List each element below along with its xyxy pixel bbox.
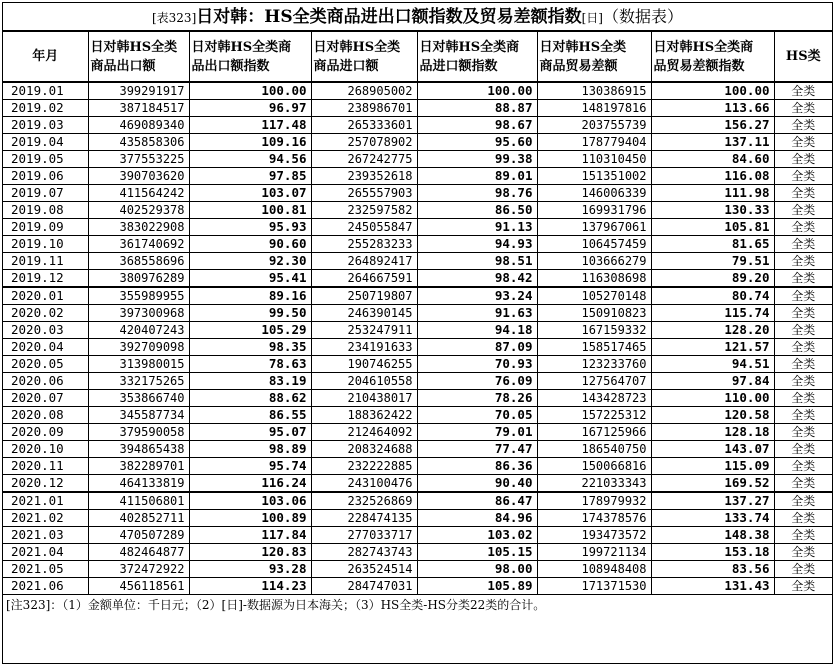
cell-trade-balance: 103666279 [537, 253, 651, 270]
cell-hs-class: 全类 [774, 100, 832, 117]
cell-import-index: 90.40 [417, 475, 537, 493]
cell-export-index: 90.60 [189, 236, 311, 253]
cell-import-index: 103.02 [417, 527, 537, 544]
cell-export-amount: 456118561 [88, 578, 189, 595]
table-row [3, 339, 832, 356]
cell-import-index: 86.36 [417, 458, 537, 475]
cell-import-index: 79.01 [417, 424, 537, 441]
table-row [3, 424, 832, 441]
cell-balance-index: 128.18 [651, 424, 774, 441]
cell-import-index: 87.09 [417, 339, 537, 356]
cell-import-amount: 212464092 [311, 424, 417, 441]
cell-balance-index: 94.51 [651, 356, 774, 373]
cell-import-index: 98.00 [417, 561, 537, 578]
cell-month: 2019.05 [3, 151, 88, 168]
cell-trade-balance: 106457459 [537, 236, 651, 253]
table-subtitle: （数据表） [602, 7, 683, 26]
cell-month: 2020.03 [3, 322, 88, 339]
cell-import-amount: 188362422 [311, 407, 417, 424]
cell-month: 2019.09 [3, 219, 88, 236]
cell-month: 2021.04 [3, 544, 88, 561]
cell-import-amount: 246390145 [311, 305, 417, 322]
cell-import-index: 86.50 [417, 202, 537, 219]
cell-month: 2019.06 [3, 168, 88, 185]
cell-import-amount: 265333601 [311, 117, 417, 134]
cell-import-amount: 282743743 [311, 544, 417, 561]
cell-import-index: 91.63 [417, 305, 537, 322]
cell-hs-class: 全类 [774, 82, 832, 100]
cell-trade-balance: 169931796 [537, 202, 651, 219]
table-row [3, 492, 832, 510]
cell-hs-class: 全类 [774, 168, 832, 185]
table-row [3, 527, 832, 544]
header-month: 年月 [3, 32, 88, 83]
table-row [3, 390, 832, 407]
header-balance-index: 日对韩HS全类商 品贸易差额指数 [651, 32, 774, 83]
cell-export-index: 98.89 [189, 441, 311, 458]
cell-import-amount: 204610558 [311, 373, 417, 390]
cell-export-amount: 469089340 [88, 117, 189, 134]
cell-import-amount: 210438017 [311, 390, 417, 407]
cell-balance-index: 113.66 [651, 100, 774, 117]
cell-trade-balance: 150910823 [537, 305, 651, 322]
cell-hs-class: 全类 [774, 322, 832, 339]
cell-trade-balance: 158517465 [537, 339, 651, 356]
cell-import-amount: 284747031 [311, 578, 417, 595]
table-row [3, 441, 832, 458]
cell-month: 2021.05 [3, 561, 88, 578]
cell-trade-balance: 157225312 [537, 407, 651, 424]
cell-balance-index: 121.57 [651, 339, 774, 356]
cell-month: 2020.10 [3, 441, 88, 458]
cell-hs-class: 全类 [774, 373, 832, 390]
cell-export-index: 99.50 [189, 305, 311, 322]
cell-export-index: 96.97 [189, 100, 311, 117]
table-row [3, 117, 832, 134]
cell-export-index: 95.93 [189, 219, 311, 236]
cell-export-amount: 411506801 [88, 492, 189, 510]
cell-import-index: 88.87 [417, 100, 537, 117]
cell-export-amount: 394865438 [88, 441, 189, 458]
cell-export-amount: 368558696 [88, 253, 189, 270]
cell-export-index: 114.23 [189, 578, 311, 595]
cell-export-amount: 313980015 [88, 356, 189, 373]
cell-import-amount: 208324688 [311, 441, 417, 458]
cell-export-index: 100.89 [189, 510, 311, 527]
cell-import-amount: 234191633 [311, 339, 417, 356]
table-row [3, 253, 832, 270]
cell-export-index: 93.28 [189, 561, 311, 578]
cell-export-index: 98.35 [189, 339, 311, 356]
cell-month: 2020.02 [3, 305, 88, 322]
cell-trade-balance: 116308698 [537, 270, 651, 288]
cell-import-index: 100.00 [417, 82, 537, 100]
cell-hs-class: 全类 [774, 407, 832, 424]
cell-balance-index: 128.20 [651, 322, 774, 339]
cell-import-amount: 267242775 [311, 151, 417, 168]
cell-export-amount: 399291917 [88, 82, 189, 100]
cell-month: 2020.09 [3, 424, 88, 441]
cell-import-amount: 245055847 [311, 219, 417, 236]
cell-trade-balance: 127564707 [537, 373, 651, 390]
cell-trade-balance: 108948408 [537, 561, 651, 578]
cell-hs-class: 全类 [774, 202, 832, 219]
cell-hs-class: 全类 [774, 561, 832, 578]
cell-balance-index: 89.20 [651, 270, 774, 288]
cell-import-index: 105.89 [417, 578, 537, 595]
cell-hs-class: 全类 [774, 339, 832, 356]
cell-balance-index: 137.27 [651, 492, 774, 510]
cell-hs-class: 全类 [774, 578, 832, 595]
cell-export-amount: 482464877 [88, 544, 189, 561]
cell-import-index: 98.67 [417, 117, 537, 134]
cell-export-amount: 402529378 [88, 202, 189, 219]
cell-month: 2020.08 [3, 407, 88, 424]
cell-hs-class: 全类 [774, 151, 832, 168]
cell-export-index: 117.84 [189, 527, 311, 544]
table-row [3, 287, 832, 305]
cell-export-amount: 379590058 [88, 424, 189, 441]
cell-balance-index: 105.81 [651, 219, 774, 236]
cell-export-amount: 353866740 [88, 390, 189, 407]
cell-trade-balance: 186540750 [537, 441, 651, 458]
cell-export-amount: 377553225 [88, 151, 189, 168]
cell-import-index: 95.60 [417, 134, 537, 151]
cell-month: 2020.07 [3, 390, 88, 407]
cell-import-index: 98.51 [417, 253, 537, 270]
cell-export-amount: 387184517 [88, 100, 189, 117]
cell-export-index: 95.07 [189, 424, 311, 441]
cell-export-amount: 383022908 [88, 219, 189, 236]
cell-trade-balance: 148197816 [537, 100, 651, 117]
cell-export-amount: 435858306 [88, 134, 189, 151]
cell-month: 2019.01 [3, 82, 88, 100]
cell-import-amount: 277033717 [311, 527, 417, 544]
cell-import-amount: 228474135 [311, 510, 417, 527]
header-trade-balance: 日对韩HS全类 商品贸易差额 [537, 32, 651, 83]
table-title [3, 3, 832, 31]
cell-export-amount: 470507289 [88, 527, 189, 544]
cell-trade-balance: 203755739 [537, 117, 651, 134]
data-source-tag: [日] [581, 11, 603, 25]
cell-month: 2019.08 [3, 202, 88, 219]
cell-month: 2021.03 [3, 527, 88, 544]
table-row [3, 578, 832, 595]
cell-trade-balance: 110310450 [537, 151, 651, 168]
cell-balance-index: 84.60 [651, 151, 774, 168]
cell-hs-class: 全类 [774, 117, 832, 134]
trade-index-table [3, 31, 832, 595]
cell-export-index: 97.85 [189, 168, 311, 185]
cell-export-amount: 390703620 [88, 168, 189, 185]
cell-export-amount: 380976289 [88, 270, 189, 288]
cell-import-index: 94.93 [417, 236, 537, 253]
cell-import-index: 86.47 [417, 492, 537, 510]
cell-hs-class: 全类 [774, 424, 832, 441]
cell-trade-balance: 193473572 [537, 527, 651, 544]
cell-balance-index: 148.38 [651, 527, 774, 544]
cell-month: 2019.04 [3, 134, 88, 151]
cell-balance-index: 81.65 [651, 236, 774, 253]
cell-month: 2020.01 [3, 287, 88, 305]
cell-balance-index: 110.00 [651, 390, 774, 407]
cell-trade-balance: 123233760 [537, 356, 651, 373]
cell-balance-index: 120.58 [651, 407, 774, 424]
cell-import-amount: 265557903 [311, 185, 417, 202]
cell-import-index: 77.47 [417, 441, 537, 458]
cell-balance-index: 169.52 [651, 475, 774, 493]
cell-hs-class: 全类 [774, 287, 832, 305]
cell-trade-balance: 137967061 [537, 219, 651, 236]
cell-export-amount: 345587734 [88, 407, 189, 424]
cell-balance-index: 100.00 [651, 82, 774, 100]
cell-import-index: 105.15 [417, 544, 537, 561]
cell-import-amount: 190746255 [311, 356, 417, 373]
table-row [3, 305, 832, 322]
header-import-index: 日对韩HS全类商 品进口额指数 [417, 32, 537, 83]
cell-hs-class: 全类 [774, 475, 832, 493]
cell-export-index: 95.41 [189, 270, 311, 288]
table-row [3, 356, 832, 373]
cell-balance-index: 97.84 [651, 373, 774, 390]
cell-hs-class: 全类 [774, 185, 832, 202]
cell-export-index: 94.56 [189, 151, 311, 168]
cell-hs-class: 全类 [774, 544, 832, 561]
table-row [3, 185, 832, 202]
cell-trade-balance: 178979932 [537, 492, 651, 510]
cell-import-amount: 232222885 [311, 458, 417, 475]
cell-import-index: 70.05 [417, 407, 537, 424]
cell-export-amount: 372472922 [88, 561, 189, 578]
cell-hs-class: 全类 [774, 390, 832, 407]
cell-trade-balance: 167159332 [537, 322, 651, 339]
cell-import-index: 76.09 [417, 373, 537, 390]
cell-import-amount: 238986701 [311, 100, 417, 117]
table-row [3, 100, 832, 117]
cell-export-index: 103.07 [189, 185, 311, 202]
cell-export-index: 92.30 [189, 253, 311, 270]
table-row [3, 475, 832, 493]
cell-import-amount: 232597582 [311, 202, 417, 219]
cell-balance-index: 143.07 [651, 441, 774, 458]
cell-import-amount: 264667591 [311, 270, 417, 288]
cell-export-index: 103.06 [189, 492, 311, 510]
cell-export-index: 120.83 [189, 544, 311, 561]
cell-trade-balance: 174378576 [537, 510, 651, 527]
table-row [3, 270, 832, 288]
cell-balance-index: 80.74 [651, 287, 774, 305]
table-row [3, 458, 832, 475]
cell-trade-balance: 171371530 [537, 578, 651, 595]
cell-hs-class: 全类 [774, 356, 832, 373]
cell-trade-balance: 146006339 [537, 185, 651, 202]
table-row [3, 322, 832, 339]
table-row [3, 510, 832, 527]
cell-import-index: 94.18 [417, 322, 537, 339]
cell-hs-class: 全类 [774, 219, 832, 236]
cell-import-index: 98.42 [417, 270, 537, 288]
cell-balance-index: 153.18 [651, 544, 774, 561]
table-row [3, 202, 832, 219]
cell-import-amount: 239352618 [311, 168, 417, 185]
cell-import-amount: 232526869 [311, 492, 417, 510]
cell-import-index: 84.96 [417, 510, 537, 527]
header-row [3, 32, 832, 83]
cell-trade-balance: 167125966 [537, 424, 651, 441]
cell-hs-class: 全类 [774, 458, 832, 475]
cell-hs-class: 全类 [774, 305, 832, 322]
table-row [3, 219, 832, 236]
cell-hs-class: 全类 [774, 253, 832, 270]
cell-balance-index: 79.51 [651, 253, 774, 270]
cell-import-amount: 255283233 [311, 236, 417, 253]
cell-export-amount: 361740692 [88, 236, 189, 253]
data-sheet [2, 2, 833, 664]
cell-export-index: 86.55 [189, 407, 311, 424]
cell-month: 2021.02 [3, 510, 88, 527]
cell-export-index: 78.63 [189, 356, 311, 373]
cell-month: 2020.05 [3, 356, 88, 373]
cell-export-index: 88.62 [189, 390, 311, 407]
cell-import-amount: 243100476 [311, 475, 417, 493]
table-row [3, 544, 832, 561]
header-export-amount: 日对韩HS全类 商品出口额 [88, 32, 189, 83]
cell-balance-index: 111.98 [651, 185, 774, 202]
cell-export-amount: 411564242 [88, 185, 189, 202]
cell-import-amount: 263524514 [311, 561, 417, 578]
cell-month: 2019.10 [3, 236, 88, 253]
cell-import-index: 70.93 [417, 356, 537, 373]
cell-hs-class: 全类 [774, 527, 832, 544]
cell-trade-balance: 150066816 [537, 458, 651, 475]
table-row [3, 407, 832, 424]
cell-export-amount: 420407243 [88, 322, 189, 339]
cell-export-amount: 392709098 [88, 339, 189, 356]
cell-import-amount: 268905002 [311, 82, 417, 100]
table-main-title: 日对韩：HS全类商品进出口额指数及贸易差额指数 [196, 7, 582, 27]
cell-export-index: 100.00 [189, 82, 311, 100]
cell-export-index: 116.24 [189, 475, 311, 493]
table-row [3, 561, 832, 578]
table-row [3, 373, 832, 390]
cell-import-amount: 250719807 [311, 287, 417, 305]
cell-import-index: 89.01 [417, 168, 537, 185]
cell-import-amount: 257078902 [311, 134, 417, 151]
cell-export-index: 100.81 [189, 202, 311, 219]
cell-hs-class: 全类 [774, 441, 832, 458]
cell-month: 2021.06 [3, 578, 88, 595]
cell-export-amount: 464133819 [88, 475, 189, 493]
table-row [3, 168, 832, 185]
cell-hs-class: 全类 [774, 134, 832, 151]
cell-hs-class: 全类 [774, 510, 832, 527]
header-import-amount: 日对韩HS全类 商品进口额 [311, 32, 417, 83]
table-row [3, 151, 832, 168]
header-hs-class: HS类 [774, 32, 832, 83]
cell-balance-index: 115.74 [651, 305, 774, 322]
cell-import-index: 93.24 [417, 287, 537, 305]
cell-month: 2020.06 [3, 373, 88, 390]
cell-import-amount: 264892417 [311, 253, 417, 270]
cell-export-index: 95.74 [189, 458, 311, 475]
cell-import-amount: 253247911 [311, 322, 417, 339]
cell-balance-index: 115.09 [651, 458, 774, 475]
cell-month: 2020.12 [3, 475, 88, 493]
cell-hs-class: 全类 [774, 270, 832, 288]
cell-trade-balance: 105270148 [537, 287, 651, 305]
cell-month: 2021.01 [3, 492, 88, 510]
table-row [3, 134, 832, 151]
cell-month: 2019.03 [3, 117, 88, 134]
cell-balance-index: 133.74 [651, 510, 774, 527]
cell-trade-balance: 143428723 [537, 390, 651, 407]
cell-export-amount: 355989955 [88, 287, 189, 305]
table-row [3, 82, 832, 100]
cell-hs-class: 全类 [774, 492, 832, 510]
cell-month: 2020.11 [3, 458, 88, 475]
table-row [3, 236, 832, 253]
cell-balance-index: 116.08 [651, 168, 774, 185]
cell-export-amount: 397300968 [88, 305, 189, 322]
cell-hs-class: 全类 [774, 236, 832, 253]
cell-export-amount: 332175265 [88, 373, 189, 390]
cell-export-index: 89.16 [189, 287, 311, 305]
cell-import-index: 78.26 [417, 390, 537, 407]
cell-trade-balance: 178779404 [537, 134, 651, 151]
cell-balance-index: 83.56 [651, 561, 774, 578]
cell-balance-index: 131.43 [651, 578, 774, 595]
table-number: [表323] [151, 11, 197, 25]
cell-trade-balance: 151351002 [537, 168, 651, 185]
cell-trade-balance: 199721134 [537, 544, 651, 561]
cell-export-index: 109.16 [189, 134, 311, 151]
cell-export-amount: 382289701 [88, 458, 189, 475]
cell-balance-index: 137.11 [651, 134, 774, 151]
cell-month: 2019.07 [3, 185, 88, 202]
cell-export-amount: 402852711 [88, 510, 189, 527]
cell-export-index: 105.29 [189, 322, 311, 339]
cell-month: 2019.02 [3, 100, 88, 117]
cell-trade-balance: 130386915 [537, 82, 651, 100]
table-footnote: [注323]：（1）金额单位：千日元；（2）[日]-数据源为日本海关；（3）HS全类-HS分类22类的合计。 [6, 598, 546, 612]
cell-month: 2019.12 [3, 270, 88, 288]
header-export-index: 日对韩HS全类商 品出口额指数 [189, 32, 311, 83]
cell-month: 2019.11 [3, 253, 88, 270]
cell-month: 2020.04 [3, 339, 88, 356]
cell-export-index: 83.19 [189, 373, 311, 390]
cell-trade-balance: 221033343 [537, 475, 651, 493]
cell-import-index: 99.38 [417, 151, 537, 168]
cell-balance-index: 130.33 [651, 202, 774, 219]
cell-balance-index: 156.27 [651, 117, 774, 134]
cell-import-index: 98.76 [417, 185, 537, 202]
cell-import-index: 91.13 [417, 219, 537, 236]
cell-export-index: 117.48 [189, 117, 311, 134]
